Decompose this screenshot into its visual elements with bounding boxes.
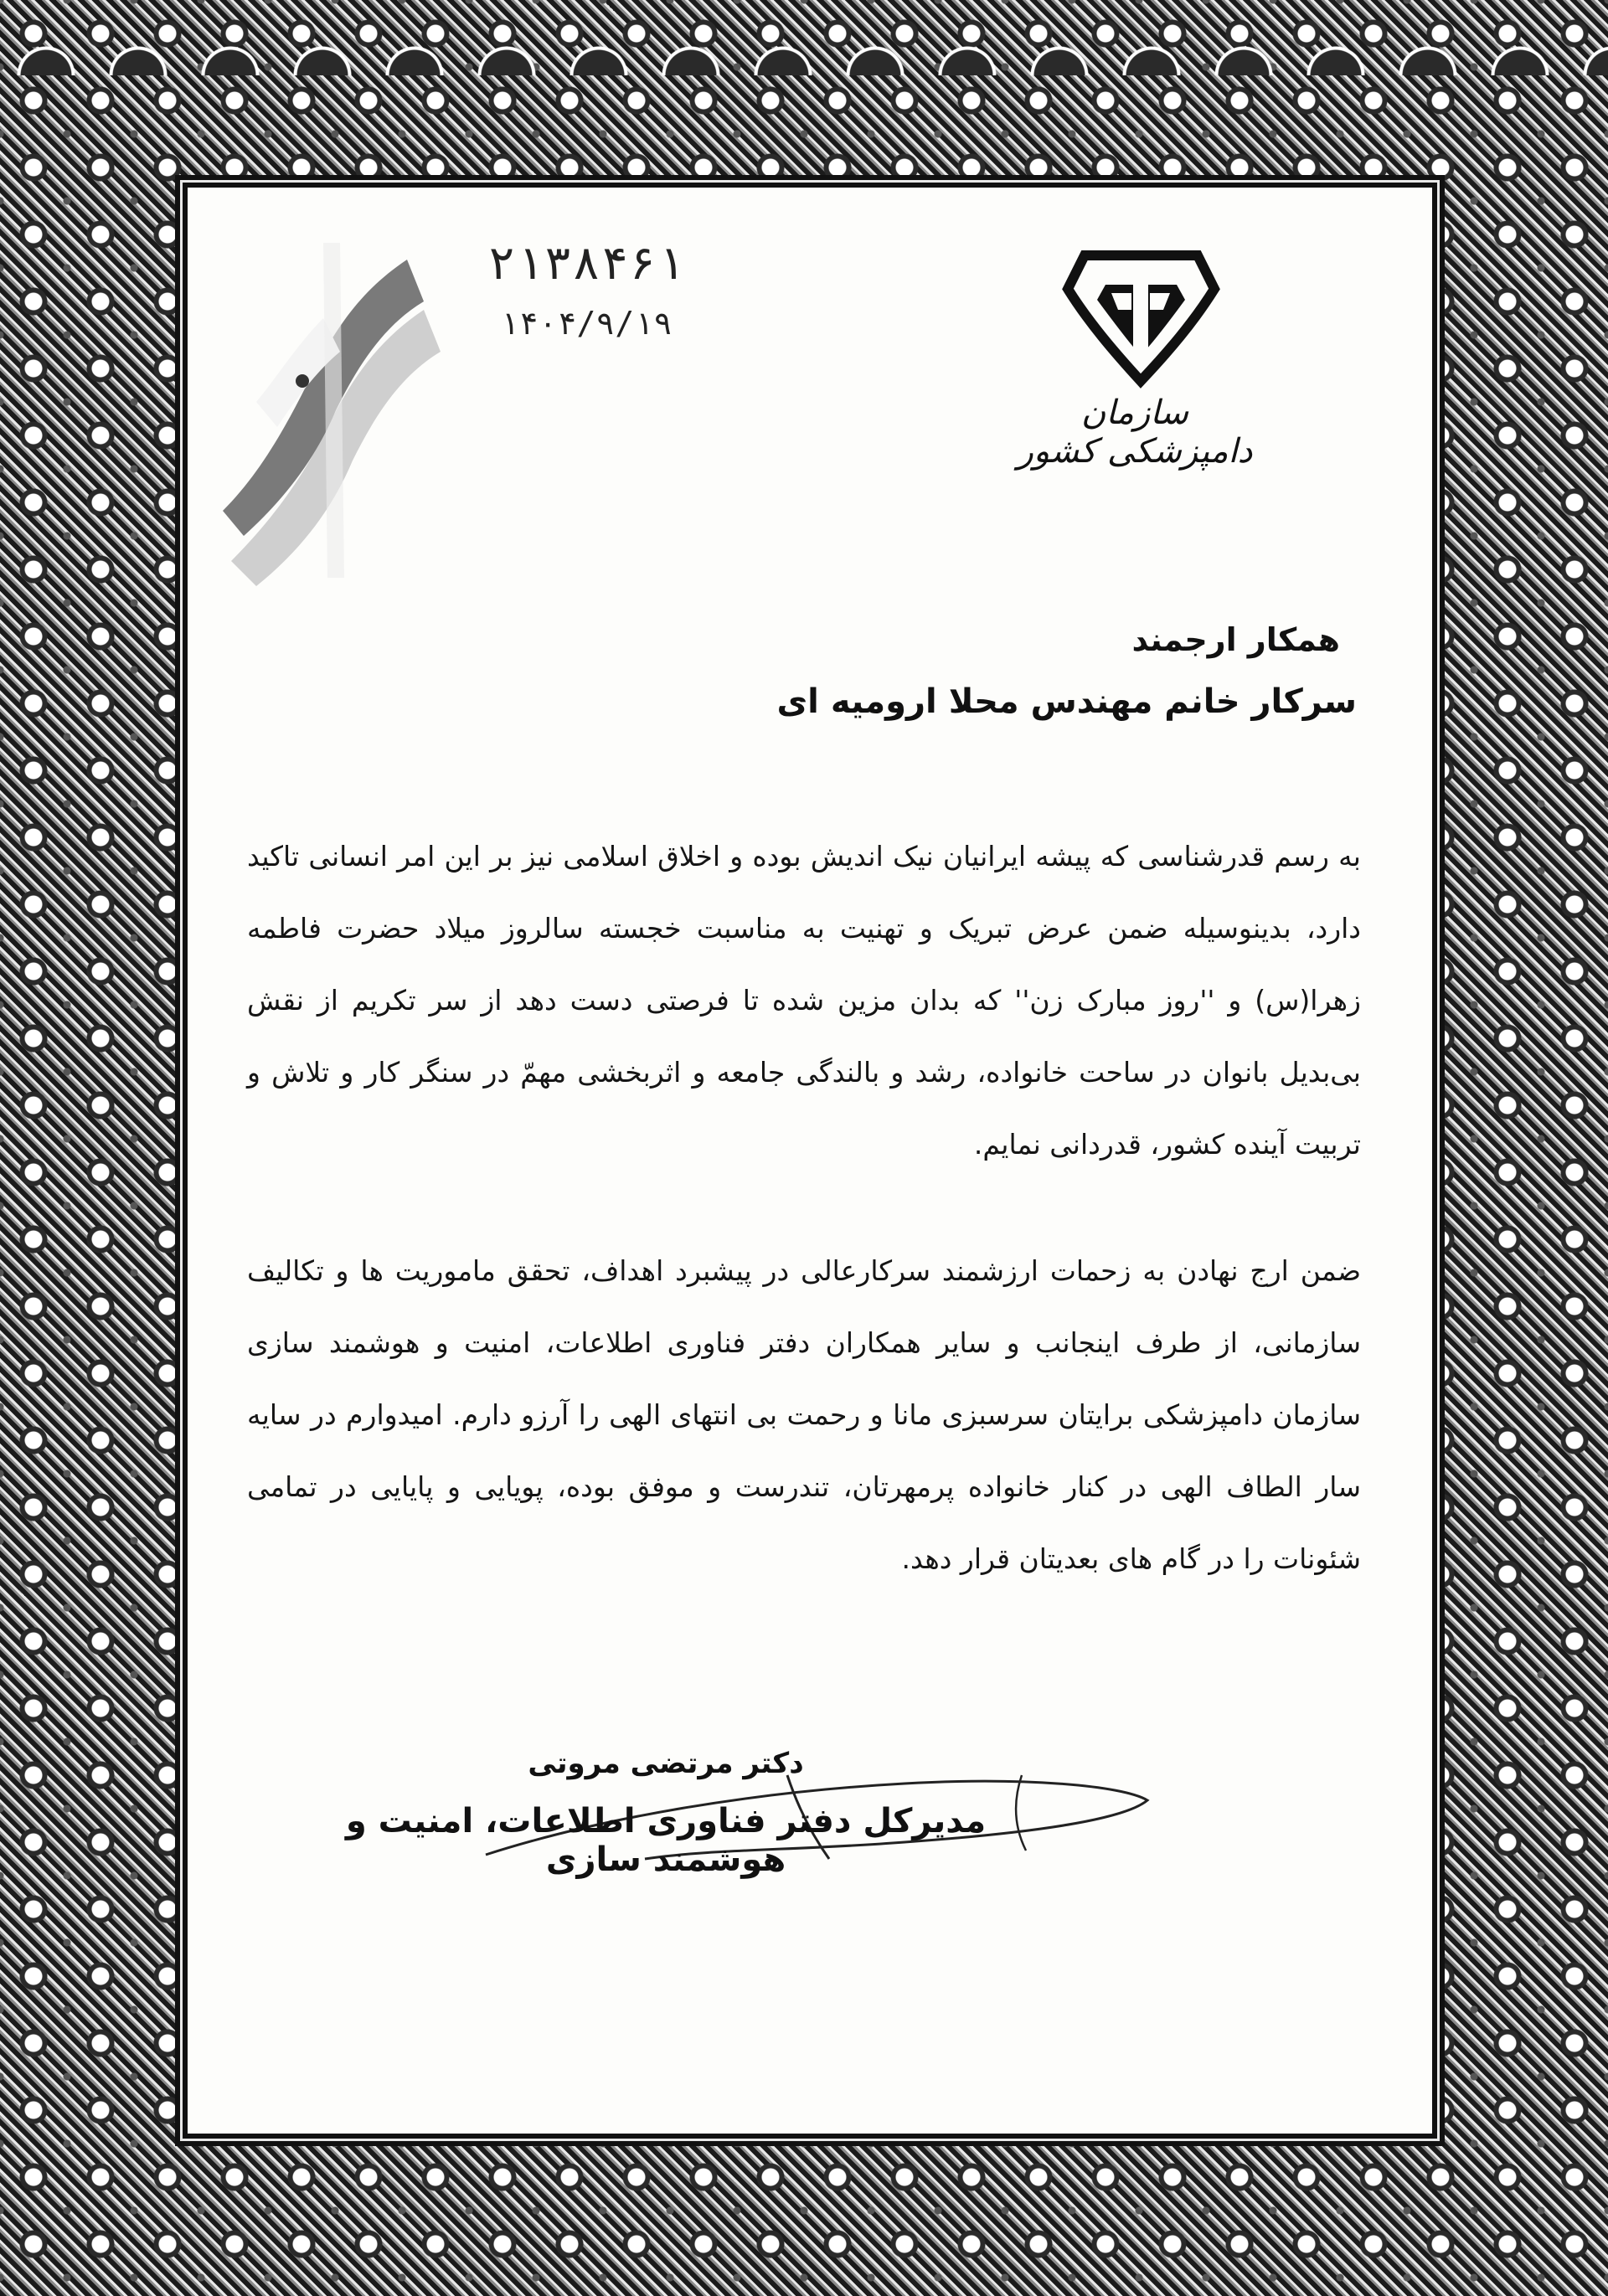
letter-date: ۱۴۰۴/۹/۱۹ (500, 305, 673, 342)
organization-name: سازمان دامپزشکی کشور (1017, 394, 1253, 471)
iran-flag-icon (198, 209, 449, 595)
body-paragraph-1: به رسم قدرشناسی که پیشه ایرانیان نیک اندیش بوده و اخلاق اسلامی نیز بر این امر انسانی تاکید دارد، بدینوسیله ضمن عرض تبریک و تهنیت به مناسبت خجسته سالروز میلاد حضرت فاطمه زهرا(س) و ''روز مبارک زن'' که بدان مزین شده تا فرصتی دست دهد از سر تکریم از نقش بی‌بدیل بانوان در ساحت خانواده، رشد و بالندگی جامعه و اثربخشی مهمّ در سنگر کار و تلاش و تربیت آینده کشور، قدردانی نمایم. (247, 840, 1361, 1161)
recipient-name: سرکار خانم مهندس محلا ارومیه ای (776, 682, 1357, 721)
signer-title: مدیرکل دفتر فناوری اطلاعات، امنیت و هوشمند سازی (345, 1802, 987, 1879)
signer-name: دکتر مرتضی مروتی (528, 1747, 804, 1780)
greeting: همکار ارجمند (1131, 621, 1340, 658)
organization-logo-icon (1059, 243, 1223, 389)
border-crest-ornaments (0, 0, 1608, 75)
body-paragraph-2: ضمن ارج نهادن به زحمات ارزشمند سرکارعالی در پیشبرد اهداف، تحقق ماموریت ها و تکالیف سازمانی، از طرف اینجانب و سایر همکاران دفتر فناوری اطلاعات، امنیت و هوشمند سازی سازمان دامپزشکی برایتان سرسبزی مانا و رحمت بی انتهای الهی را آرزو دارم. امیدوارم در سایه سار الطاف الهی در کنار خانواده پرمهرتان، تندرست و موفق بوده، پویایی و پایایی در تمامی شئونات را در گام های بعدیتان قرار دهد. (247, 1254, 1361, 1575)
letter-number: ۲۱۳۸۴۶۱ (487, 236, 685, 291)
